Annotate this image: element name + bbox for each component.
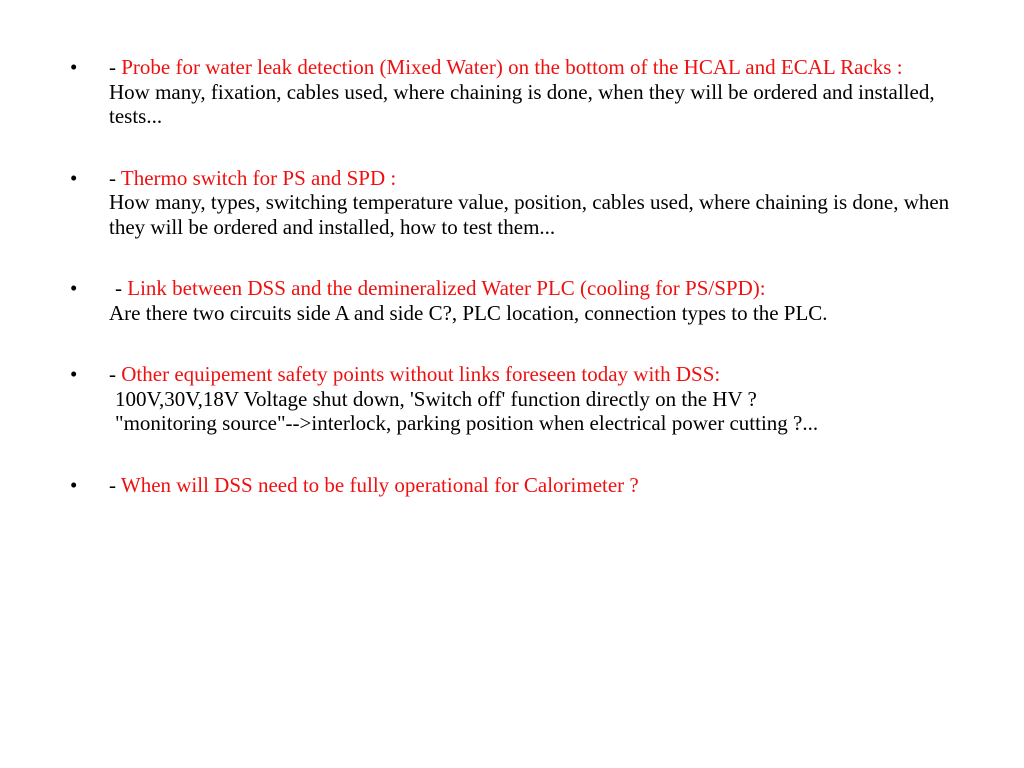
item-heading-text: When will DSS need to be fully operational for Calorimeter ? (120, 472, 639, 497)
item-detail: "monitoring source"-->interlock, parking position when electrical power cutting ?... (115, 411, 819, 435)
item-heading-text: Link between DSS and the demineralized Water PLC (cooling for PS/SPD): (127, 276, 766, 300)
item-heading (109, 55, 985, 80)
bullet-icon: • (70, 472, 78, 497)
item-heading-text: Other equipement safety points without links foreseen today with DSS: (121, 362, 721, 386)
item-heading (109, 473, 985, 498)
list-item-other-safety-points (70, 362, 985, 436)
item-heading (109, 362, 985, 387)
bullet-icon: • (70, 362, 78, 386)
bullet-list (70, 55, 985, 497)
list-item-dss-plc-link (70, 276, 985, 325)
item-dash: - (109, 362, 122, 386)
bullet-icon: • (70, 276, 78, 300)
item-heading-text: Thermo switch for PS and SPD : (120, 165, 397, 190)
item-heading-text: Probe for water leak detection (Mixed Water) on the bottom of the HCAL and ECAL Racks : (121, 55, 903, 79)
item-dash: - (109, 472, 121, 497)
item-detail: Are there two circuits side A and side C?, PLC location, connection types to the PLC. (109, 300, 828, 325)
bullet-icon: • (70, 55, 78, 79)
item-heading (109, 276, 985, 301)
list-item-water-leak-probe (70, 55, 985, 129)
item-dash: - (109, 165, 121, 190)
item-heading (109, 166, 985, 191)
list-item-thermo-switch (70, 166, 985, 240)
bullet-icon: • (70, 165, 78, 190)
item-dash: - (109, 55, 122, 79)
item-dash: - (115, 276, 128, 300)
item-detail: How many, fixation, cables used, where chaining is done, when they will be ordered and installed, tests... (109, 79, 935, 128)
list-item-dss-operational (70, 473, 985, 498)
item-detail: How many, types, switching temperature value, position, cables used, where chaining is done, when they will be ordered and installed, how to test them... (109, 190, 950, 239)
item-detail: 100V,30V,18V Voltage shut down, 'Switch off' function directly on the HV ? (115, 386, 757, 411)
